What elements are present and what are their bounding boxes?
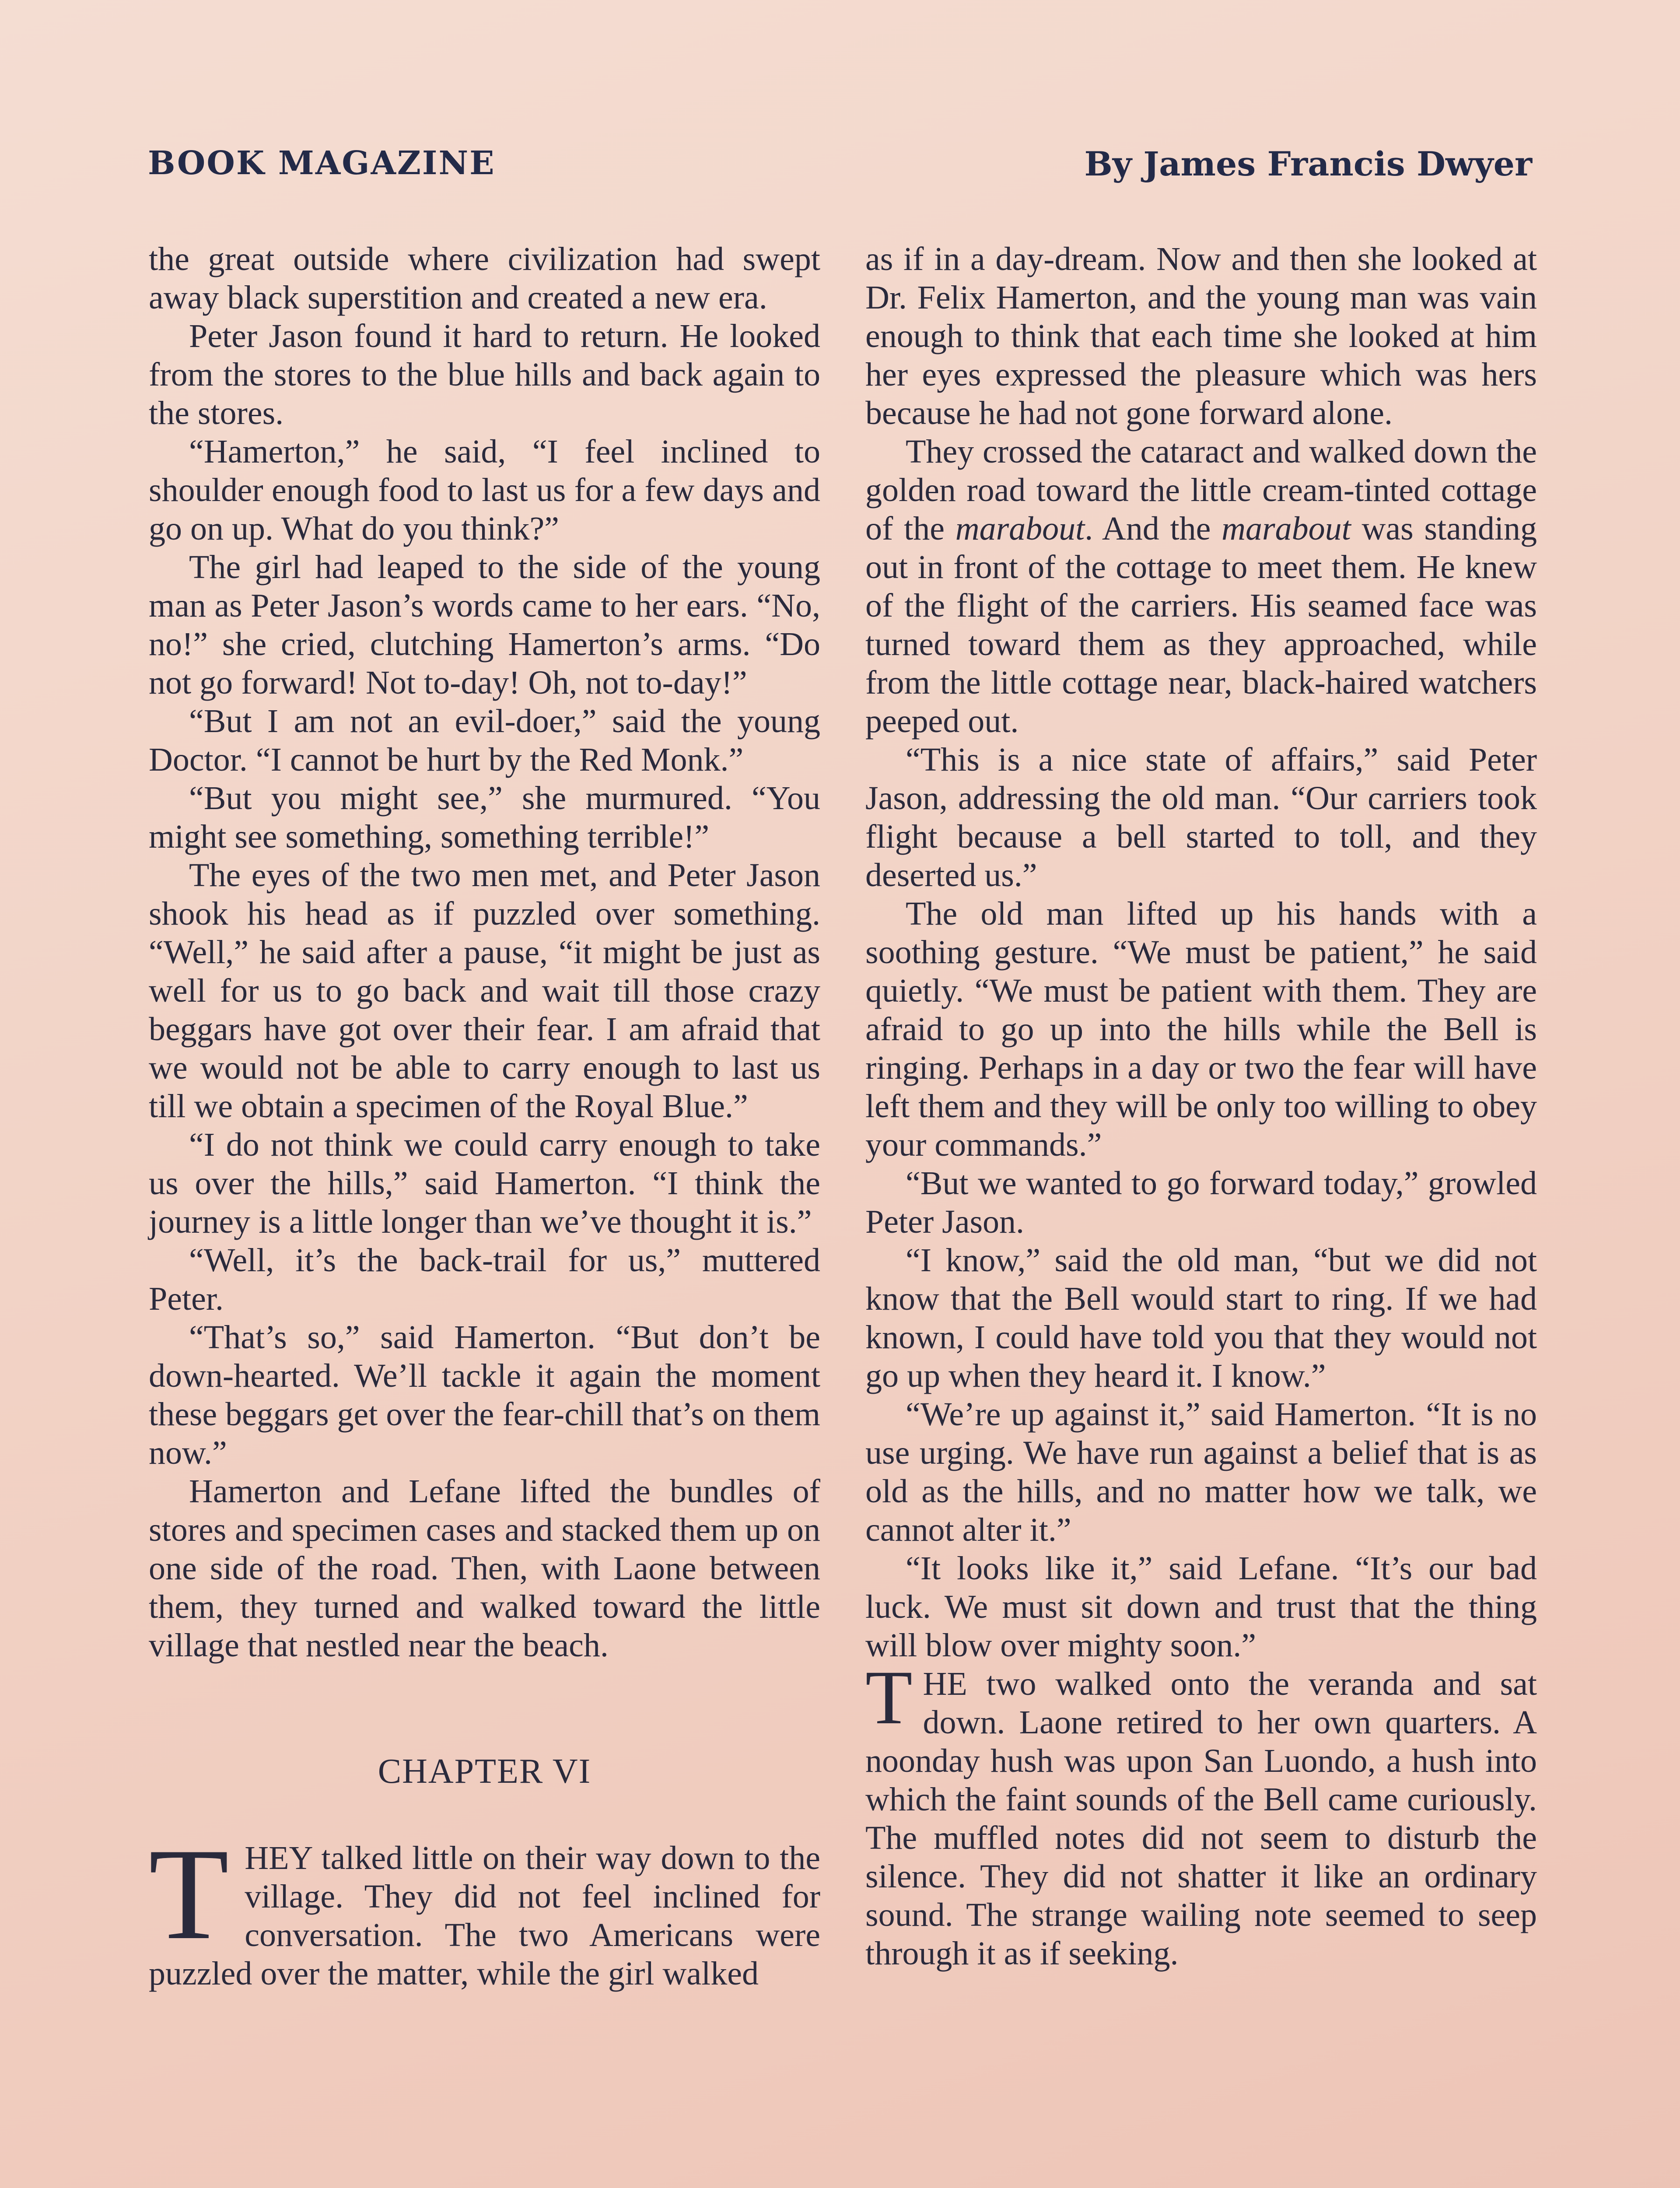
author-byline: By James Francis Dwyer: [1084, 144, 1532, 183]
section-opening-text: HE two walked onto the veranda and sat down. Laone retired to her own quarters. A noonday hush was upon San Luondo, a hush into which the faint sounds of the Bell came curiously. The muffled notes did not seem to disturb the silence. They did not shatter it like an ordinary sound. The strange wailing note seemed to seep through it as if seeking.: [865, 1666, 1537, 1972]
paragraph: The eyes of the two men met, and Peter Jason shook his head as if puzzled over something. “Well,” he said after a pause, “it might be just as well for us to go back and wait till those crazy beggars have got over their fear. I am afraid that we would not be able to carry enough to last us till we obtain a specimen of the Royal Blue.”: [149, 857, 820, 1125]
paragraph: “We’re up against it,” said Hamerton. “It is no use urging. We have run against a belief that is as old as the hills, and no matter how we talk, we cannot alter it.”: [865, 1396, 1537, 1548]
text-run: . And the: [1085, 510, 1222, 547]
text-run: was standing out in front of the cottage to meet them. He knew of the flight of the carriers. His seamed face was turned toward them as they approached, while from the little cottage near, black-haired watchers peeped out.: [865, 510, 1537, 740]
paragraph: “But I am not an evil-doer,” said the young Doctor. “I cannot be hurt by the Red Monk.”: [149, 703, 820, 778]
paragraph: “That’s so,” said Hamerton. “But don’t be down-hearted. We’ll tackle it again the moment these beggars get over the fear-chill that’s on them now.”: [149, 1319, 820, 1471]
chapter-opening-text: HEY talked little on their way down to the village. They did not feel inclined for conversation. The two Americans were puzzled over the matter, while the girl walked: [149, 1840, 820, 1992]
right-column: [865, 240, 1537, 1973]
paragraph: “I do not think we could carry enough to take us over the hills,” said Hamerton. “I think the journey is a little longer than we’ve thought it is.”: [149, 1126, 820, 1240]
text-run: They crossed the cataract and walked down the golden road toward the little cream-tinted cottage of the: [865, 433, 1537, 547]
paragraph: The girl had leaped to the side of the young man as Peter Jason’s words came to her ears. “No, no!” she cried, clutching Hamerton’s arms. “Do not go forward! Not to-day! Oh, not to-day!”: [149, 549, 820, 701]
paragraph: The old man lifted up his hands with a soothing gesture. “We must be patient,” he said quietly. “We must be patient with them. They are afraid to go up into the hills while the Bell is ringing. Perhaps in a day or two the fear will have left them and they will be only too willing to obey your commands.”: [865, 895, 1537, 1163]
italic-term: marabout: [955, 510, 1085, 547]
drop-cap: T: [865, 1655, 913, 1740]
paragraph: “I know,” said the old man, “but we did not know that the Bell would start to ring. If we had known, I could have told you that they would not go up when they heard it. I know.”: [865, 1242, 1537, 1394]
paragraph: the great outside where civilization had swept away black superstition and created a new era.: [149, 241, 820, 316]
paragraph: “Well, it’s the back-trail for us,” muttered Peter.: [149, 1242, 820, 1317]
magazine-title: BOOK MAGAZINE: [148, 144, 496, 182]
paragraph: as if in a day-dream. Now and then she looked at Dr. Felix Hamerton, and the young man was vain enough to think that each time she looked at him her eyes expressed the pleasure which was hers because he had not gone forward alone.: [865, 241, 1537, 431]
paragraph: [865, 432, 1537, 740]
paragraph: Hamerton and Lefane lifted the bundles of stores and specimen cases and stacked them up on one side of the road. Then, with Laone between them, they turned and walked toward the little village that nestled near the beach.: [149, 1473, 820, 1664]
chapter-opening-paragraph: [149, 1821, 820, 1993]
paragraph: Peter Jason found it hard to return. He looked from the stores to the blue hills and back again to the stores.: [149, 318, 820, 431]
drop-cap: T: [149, 1821, 229, 1967]
paragraph: “But we wanted to go forward today,” growled Peter Jason.: [865, 1165, 1537, 1240]
paragraph: “Hamerton,” he said, “I feel inclined to shoulder enough food to last us for a few days and go on up. What do you think?”: [149, 433, 820, 547]
left-column: [149, 240, 820, 1993]
section-opening-paragraph: [865, 1655, 1537, 1973]
italic-term: marabout: [1222, 510, 1351, 547]
chapter-heading: CHAPTER VI: [378, 1752, 592, 1791]
paragraph: “But you might see,” she murmured. “You might see something, something terrible!”: [149, 780, 820, 855]
paragraph: “It looks like it,” said Lefane. “It’s our bad luck. We must sit down and trust that the thing will blow over mighty soon.”: [865, 1550, 1537, 1664]
paragraph: “This is a nice state of affairs,” said Peter Jason, addressing the old man. “Our carriers took flight because a bell started to toll, and they deserted us.”: [865, 741, 1537, 894]
page-header: [148, 144, 1532, 193]
